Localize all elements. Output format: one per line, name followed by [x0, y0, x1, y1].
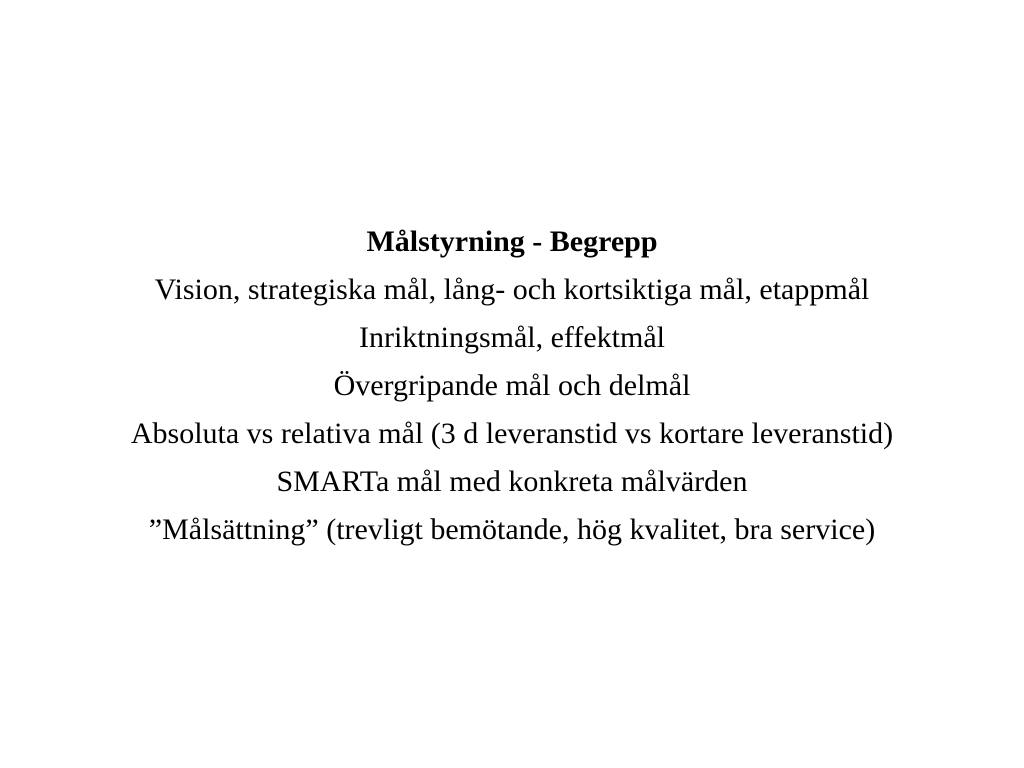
concept-list [0, 266, 1024, 554]
slide-content [0, 218, 1024, 554]
concept-line: ”Målsättning” (trevligt bemötande, hög kvalitet, bra service) [148, 513, 876, 546]
concept-line: Absoluta vs relativa mål (3 d leveranstid vs kortare leveranstid) [130, 417, 894, 450]
concept-line: Vision, strategiska mål, lång- och kortsiktiga mål, etappmål [154, 273, 870, 306]
slide-title: Målstyrning - Begrepp [366, 225, 658, 258]
concept-line: Inriktningsmål, effektmål [358, 321, 666, 354]
concept-line: SMARTa mål med konkreta målvärden [276, 465, 748, 498]
concept-line: Övergripande mål och delmål [333, 369, 691, 402]
